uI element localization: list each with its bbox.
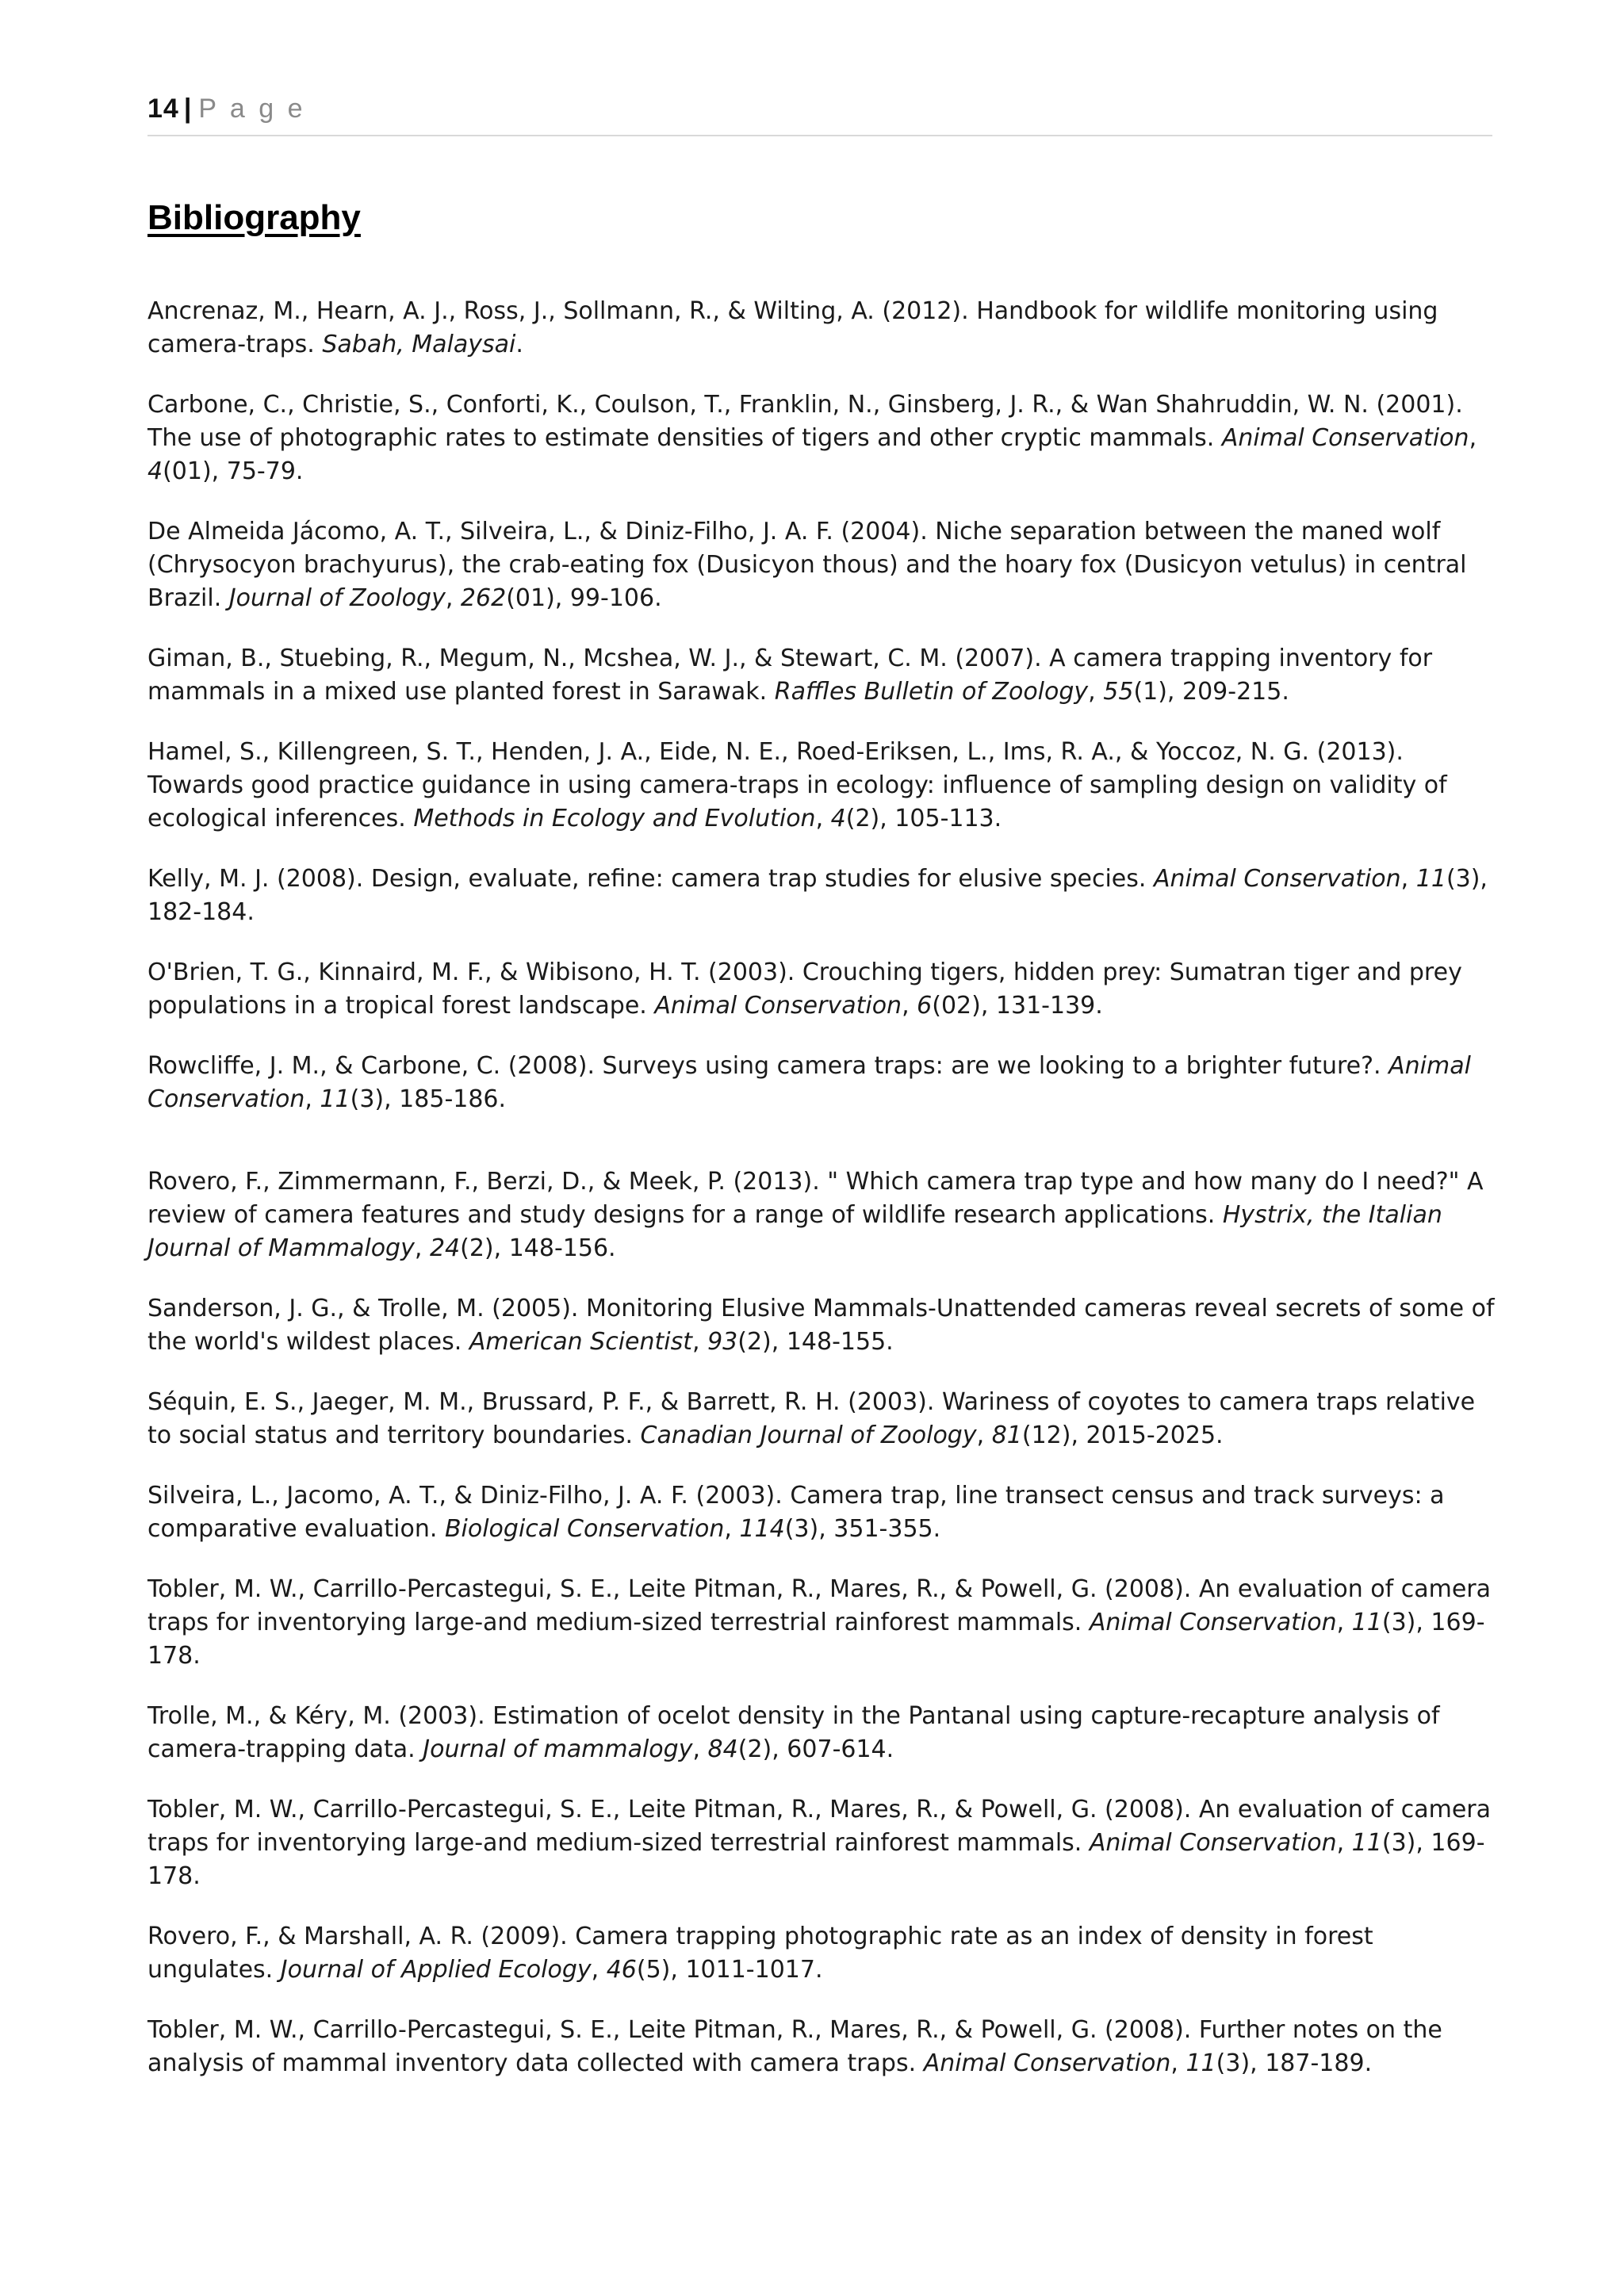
reference-details: (1), 209-215. bbox=[1133, 678, 1289, 706]
reference-authors: Tobler, M. W., Carrillo-Percastegui, S. E., Leite Pitman, R., Mares, R., & Powell, G. (2008). Further notes on the analysis of mammal inventory data collected with camera traps. bbox=[147, 2016, 1442, 2077]
reference-journal: Journal of Zoology bbox=[228, 584, 446, 612]
reference-details: (2), 607-614. bbox=[737, 1735, 894, 1763]
reference-volume: 24 bbox=[429, 1234, 461, 1262]
reference-details: (5), 1011-1017. bbox=[636, 1956, 823, 1984]
reference-authors: Trolle, M., & Kéry, M. (2003). Estimation of ocelot density in the Pantanal using capture-recapture analysis of camera-trapping data. bbox=[147, 1702, 1440, 1763]
reference-volume: 46 bbox=[606, 1956, 637, 1984]
reference-authors: De Almeida Jácomo, A. T., Silveira, L., & Diniz-Filho, J. A. F. (2004). Niche separation between the maned wolf (Chrysocyon brachyurus), the crab-eating fox (Dusicyon thous) and the hoary fox (Dusicyon vetulus) in central Brazil. bbox=[147, 518, 1467, 612]
reference-details: (3), 187-189. bbox=[1216, 2049, 1373, 2077]
reference-journal: Animal Conservation bbox=[1153, 865, 1401, 893]
reference-journal: Animal Conservation bbox=[1089, 1829, 1337, 1857]
reference-volume: 4 bbox=[830, 805, 846, 832]
reference-volume: 11 bbox=[1185, 2049, 1216, 2077]
reference-entry: Silveira, L., Jacomo, A. T., & Diniz-Filho, J. A. F. (2003). Camera trap, line transect census and track surveys: a comparative evaluation. Biological Conservation, 114(3), 351-355. bbox=[147, 1482, 1445, 1543]
reference-list bbox=[147, 295, 1496, 2107]
reference-journal: Hystrix, the Italian Journal of Mammalogy bbox=[147, 1201, 1442, 1262]
reference-entry: Tobler, M. W., Carrillo-Percastegui, S. E., Leite Pitman, R., Mares, R., & Powell, G. (2008). An evaluation of camera traps for inventorying large-and medium-sized terrestrial rainforest mammals. Animal Conservation, 11(3), 169-178. bbox=[147, 1796, 1491, 1890]
reference-details: (2), 148-155. bbox=[737, 1328, 894, 1356]
reference-volume: 11 bbox=[1351, 1829, 1382, 1857]
reference-authors: Tobler, M. W., Carrillo-Percastegui, S. E., Leite Pitman, R., Mares, R., & Powell, G. (2008). An evaluation of camera traps for inventorying large-and medium-sized terrestrial rainforest mammals. bbox=[147, 1575, 1491, 1636]
reference-entry: Trolle, M., & Kéry, M. (2003). Estimation of ocelot density in the Pantanal using capture-recapture analysis of camera-trapping data. Journal of mammalogy, 84(2), 607-614. bbox=[147, 1702, 1440, 1763]
reference-journal: Animal Conservation bbox=[147, 1052, 1471, 1113]
reference-journal: Canadian Journal of Zoology bbox=[640, 1422, 977, 1449]
reference-entry bbox=[147, 295, 1496, 362]
reference-volume: 262 bbox=[460, 584, 507, 612]
reference-volume: 6 bbox=[917, 992, 933, 1020]
reference-authors: Silveira, L., Jacomo, A. T., & Diniz-Filho, J. A. F. (2003). Camera trap, line transect census and track surveys: a comparative evaluation. bbox=[147, 1482, 1445, 1543]
reference-journal: Animal Conservation bbox=[923, 2049, 1171, 2077]
reference-entry: Tobler, M. W., Carrillo-Percastegui, S. E., Leite Pitman, R., Mares, R., & Powell, G. (2008). Further notes on the analysis of mammal inventory data collected with camera traps. Animal Conservation, 11(3), 187-189. bbox=[147, 2016, 1442, 2077]
reference-authors: O'Brien, T. G., Kinnaird, M. F., & Wibisono, H. T. (2003). Crouching tigers, hidden prey: Sumatran tiger and prey populations in a tropical forest landscape. bbox=[147, 959, 1462, 1020]
reference-authors: Kelly, M. J. (2008). Design, evaluate, refine: camera trap studies for elusive species. bbox=[147, 865, 1147, 893]
reference-entry: De Almeida Jácomo, A. T., Silveira, L., & Diniz-Filho, J. A. F. (2004). Niche separation between the maned wolf (Chrysocyon brachyurus), the crab-eating fox (Dusicyon thous) and the hoary fox (Dusicyon vetulus) in central Brazil. Journal of Zoology, 262(01), 99-106. bbox=[147, 518, 1467, 612]
reference-authors: Carbone, C., Christie, S., Conforti, K., Coulson, T., Franklin, N., Ginsberg, J. R., & Wan Shahruddin, W. N. (2001). The use of photographic rates to estimate densities of tigers and other cryptic mammals. bbox=[147, 391, 1463, 452]
reference-details: (3), 169-178. bbox=[147, 1609, 1485, 1670]
reference-details: (2), 105-113. bbox=[845, 805, 1002, 832]
reference-volume: 11 bbox=[1415, 865, 1446, 893]
reference-entry: Kelly, M. J. (2008). Design, evaluate, refine: camera trap studies for elusive species. Animal Conservation, 11(3), 182-184. bbox=[147, 865, 1488, 926]
reference-journal: Journal of Applied Ecology bbox=[280, 1956, 592, 1984]
reference-entry: Séquin, E. S., Jaeger, M. M., Brussard, P. F., & Barrett, R. H. (2003). Wariness of coyotes to camera traps relative to social status and territory boundaries. Canadian Journal of Zoology, 81(12), 2015-2025. bbox=[147, 1388, 1476, 1449]
reference-authors: Sanderson, J. G., & Trolle, M. (2005). Monitoring Elusive Mammals-Unattended cameras reveal secrets of some of the world's wildest places. bbox=[147, 1295, 1495, 1356]
reference-details: (3), 169-178. bbox=[147, 1829, 1485, 1890]
reference-journal: Animal Conservation bbox=[654, 992, 902, 1020]
reference-authors: Rovero, F., & Marshall, A. R. (2009). Camera trapping photographic rate as an index of density in forest ungulates. bbox=[147, 1923, 1373, 1984]
reference-volume: 114 bbox=[739, 1515, 785, 1543]
reference-authors: Séquin, E. S., Jaeger, M. M., Brussard, P. F., & Barrett, R. H. (2003). Wariness of coyotes to camera traps relative to social status and territory boundaries. bbox=[147, 1388, 1476, 1449]
reference-authors: Giman, B., Stuebing, R., Megum, N., Mcshea, W. J., & Stewart, C. M. (2007). A camera trapping inventory for mammals in a mixed use planted forest in Sarawak. bbox=[147, 645, 1433, 706]
reference-volume: 81 bbox=[991, 1422, 1022, 1449]
header-divider bbox=[147, 135, 1492, 136]
reference-entry: Carbone, C., Christie, S., Conforti, K., Coulson, T., Franklin, N., Ginsberg, J. R., & Wan Shahruddin, W. N. (2001). The use of photographic rates to estimate densities of tigers and other cryptic mammals. Animal Conservation, 4(01), 75-79. bbox=[147, 391, 1477, 485]
page-number: 14 bbox=[147, 94, 179, 124]
reference-journal: Journal of mammalogy bbox=[423, 1735, 693, 1763]
reference-authors: Rovero, F., Zimmermann, F., Berzi, D., & Meek, P. (2013). " Which camera trap type and how many do I need?" A review of camera features and study designs for a range of wildlife research applications. bbox=[147, 1168, 1484, 1229]
reference-volume: 93 bbox=[707, 1328, 738, 1356]
reference-entry: Sanderson, J. G., & Trolle, M. (2005). Monitoring Elusive Mammals-Unattended cameras reveal secrets of some of the world's wildest places. American Scientist, 93(2), 148-155. bbox=[147, 1295, 1495, 1356]
reference-details: (01), 75-79. bbox=[163, 457, 304, 485]
reference-volume: 55 bbox=[1103, 678, 1134, 706]
reference-journal: Raffles Bulletin of Zoology bbox=[774, 678, 1089, 706]
reference-volume: 4 bbox=[147, 457, 163, 485]
reference-entry: Tobler, M. W., Carrillo-Percastegui, S. E., Leite Pitman, R., Mares, R., & Powell, G. (2008). An evaluation of camera traps for inventorying large-and medium-sized terrestrial rainforest mammals. Animal Conservation, 11(3), 169-178. bbox=[147, 1575, 1491, 1670]
page-label: P a g e bbox=[198, 94, 306, 124]
reference-journal: Sabah, Malaysai bbox=[322, 331, 516, 358]
reference-details: (3), 351-355. bbox=[784, 1515, 941, 1543]
reference-authors: Ancrenaz, M., Hearn, A. J., Ross, J., Sollmann, R., & Wilting, A. (2012). Handbook for wildlife monitoring using camera-traps. bbox=[147, 297, 1438, 358]
reference-authors: Hamel, S., Killengreen, S. T., Henden, J. A., Eide, N. E., Roed-Eriksen, L., Ims, R. A., & Yoccoz, N. G. (2013). Towards good practice guidance in using camera-traps in ecology: influence of sampling design on validity of ecological inferences. bbox=[147, 738, 1447, 832]
reference-journal: Biological Conservation bbox=[444, 1515, 725, 1543]
header-separator: | bbox=[183, 94, 193, 124]
reference-entry: Rowcliffe, J. M., & Carbone, C. (2008). Surveys using camera traps: are we looking to a brighter future?. Animal Conservation, 11(3), 185-186. bbox=[147, 1052, 1471, 1113]
reference-entry: Hamel, S., Killengreen, S. T., Henden, J. A., Eide, N. E., Roed-Eriksen, L., Ims, R. A., & Yoccoz, N. G. (2013). Towards good practice guidance in using camera-traps in ecology: influence of sampling design on validity of ecological inferences. Methods in Ecology and Evolution, 4(2), 105-113. bbox=[147, 738, 1447, 832]
reference-volume: 11 bbox=[1351, 1609, 1382, 1636]
reference-details: (01), 99-106. bbox=[506, 584, 662, 612]
reference-details: (2), 148-156. bbox=[460, 1234, 616, 1262]
page-header bbox=[147, 94, 305, 124]
page-title: Bibliography bbox=[147, 198, 361, 237]
reference-journal: American Scientist bbox=[469, 1328, 692, 1356]
reference-entry: Giman, B., Stuebing, R., Megum, N., Mcshea, W. J., & Stewart, C. M. (2007). A camera trapping inventory for mammals in a mixed use planted forest in Sarawak. Raffles Bulletin of Zoology, 55(1), 209-215. bbox=[147, 645, 1433, 706]
reference-journal: Methods in Ecology and Evolution bbox=[413, 805, 816, 832]
reference-entry: Rovero, F., Zimmermann, F., Berzi, D., & Meek, P. (2013). " Which camera trap type and how many do I need?" A review of camera features and study designs for a range of wildlife research applications. Hystrix, the Italian Journal of Mammalogy, 24(2), 148-156. bbox=[147, 1168, 1484, 1262]
reference-authors: Rowcliffe, J. M., & Carbone, C. (2008). Surveys using camera traps: are we looking to a brighter future?. bbox=[147, 1052, 1381, 1080]
reference-volume: 11 bbox=[320, 1085, 350, 1113]
reference-journal: Animal Conservation bbox=[1221, 424, 1469, 452]
reference-details: (12), 2015-2025. bbox=[1021, 1422, 1224, 1449]
reference-authors: Tobler, M. W., Carrillo-Percastegui, S. E., Leite Pitman, R., Mares, R., & Powell, G. (2008). An evaluation of camera traps for inventorying large-and medium-sized terrestrial rainforest mammals. bbox=[147, 1796, 1491, 1857]
reference-details: (3), 185-186. bbox=[350, 1085, 507, 1113]
reference-volume: 84 bbox=[707, 1735, 738, 1763]
reference-journal: Animal Conservation bbox=[1089, 1609, 1337, 1636]
reference-details: (3), 182-184. bbox=[147, 865, 1488, 926]
reference-entry: O'Brien, T. G., Kinnaird, M. F., & Wibisono, H. T. (2003). Crouching tigers, hidden prey: Sumatran tiger and prey populations in a tropical forest landscape. Animal Conservation, 6(02), 131-139. bbox=[147, 959, 1462, 1020]
reference-entry: Rovero, F., & Marshall, A. R. (2009). Camera trapping photographic rate as an index of density in forest ungulates. Journal of Applied Ecology, 46(5), 1011-1017. bbox=[147, 1923, 1373, 1984]
reference-details: (02), 131-139. bbox=[932, 992, 1103, 1020]
reference-details: . bbox=[515, 331, 523, 358]
